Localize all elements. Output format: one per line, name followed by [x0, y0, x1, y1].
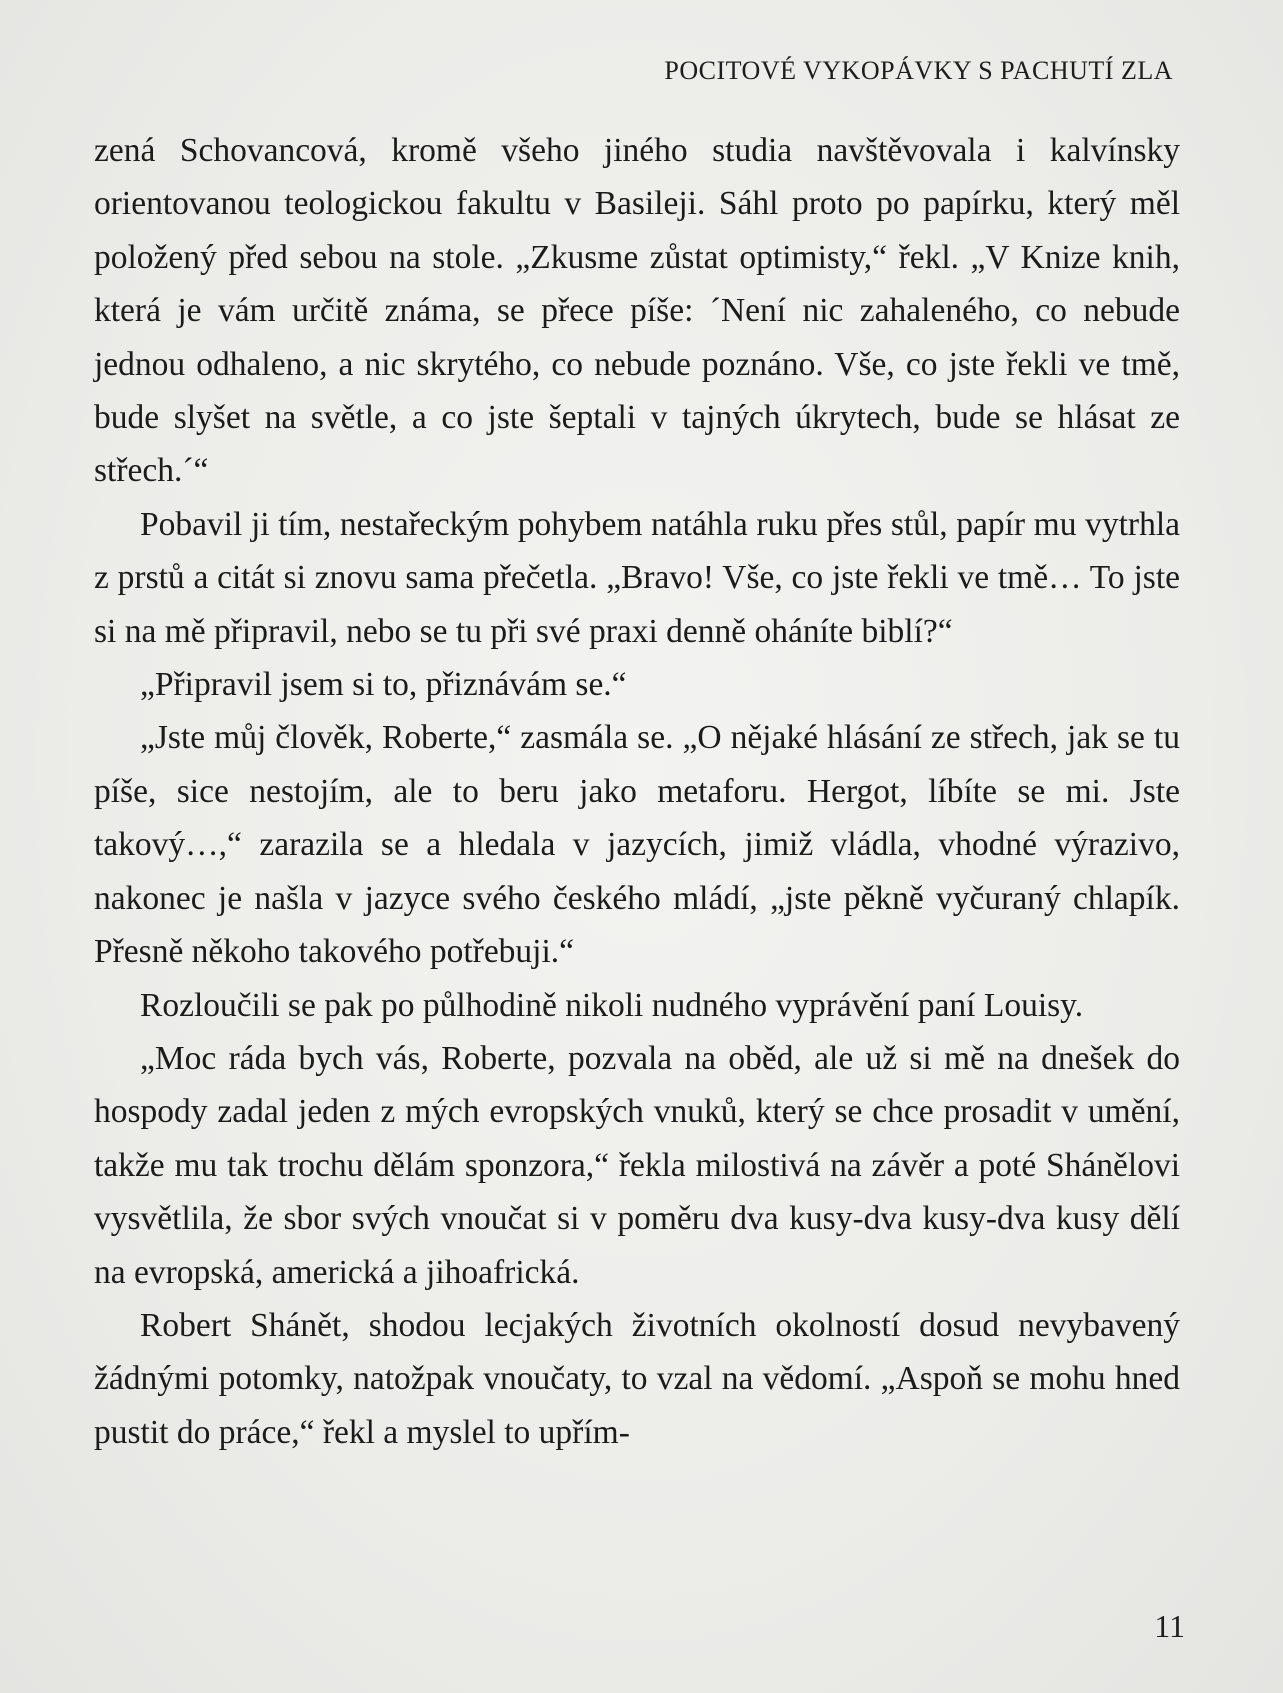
paragraph-2: Pobavil ji tím, nestařeckým pohybem natáhla ruku přes stůl, papír mu vytrhla z prstů a citát si znovu sama přečetla. „Bravo! Vše, co jste řekli ve tmě… To jste si na mě připravil, nebo se tu při své praxi denně oháníte biblí?“	[94, 505, 1180, 650]
page-number: 11	[1154, 1608, 1185, 1644]
paragraph-7: Robert Shánět, shodou lecjakých životních okolností dosud nevybavený žádnými potomky, natožpak vnoučaty, to vzal na vědomí. „Aspoň se mohu hned pustit do práce,“ řekl a myslel to upřím-	[94, 1306, 1180, 1451]
paragraph-3: „Připravil jsem si to, přiznávám se.“	[140, 666, 627, 704]
paragraph-4: „Jste můj člověk, Roberte,“ zasmála se. „O nějaké hlásání ze střech, jak se tu píše, sice nestojím, ale to beru jako metaforu. Hergot, líbíte se mi. Jste takový…,“ zarazila se a hledala v jazycích, jimiž vládla, vhodné výrazivo, nakonec je našla v jazyce svého českého mládí, „jste pěkně vyčuraný chlapík. Přesně někoho takového potřebuji.“	[94, 719, 1180, 971]
running-header: POCITOVÉ VYKOPÁVKY S PACHUTÍ ZLA	[664, 56, 1173, 85]
paragraph-6: „Moc ráda bych vás, Roberte, pozvala na oběd, ale už si mě na dnešek do hospody zadal jeden z mých evropských vnuků, který se chce prosadit v umění, takže mu tak trochu dělám sponzora,“ řekla milostivá na závěr a poté Shánělovi vysvětlila, že sbor svých vnoučat si v poměru dva kusy-dva kusy-dva kusy dělí na evropská, americká a jihoafrická.	[94, 1039, 1180, 1291]
paragraph-5: Rozloučili se pak po půlhodině nikoli nudného vyprávění paní Louisy.	[140, 986, 1084, 1024]
paragraph-1: zená Schovancová, kromě všeho jiného studia navštěvovala i kalvínsky orientovanou teologickou fakultu v Basileji. Sáhl proto po papírku, který měl položený před sebou na stole. „Zkusme zůstat optimisty,“ řekl. „V Knize knih, která je vám určitě známa, se přece píše: ´Není nic zahaleného, co nebude jednou odhaleno, a nic skrytého, co nebude poznáno. Vše, co jste řekli ve tmě, bude slyšet na světle, a co jste šeptali v tajných úkrytech, bude se hlásat ze střech.´“	[94, 132, 1180, 490]
body-text	[94, 124, 1180, 1459]
